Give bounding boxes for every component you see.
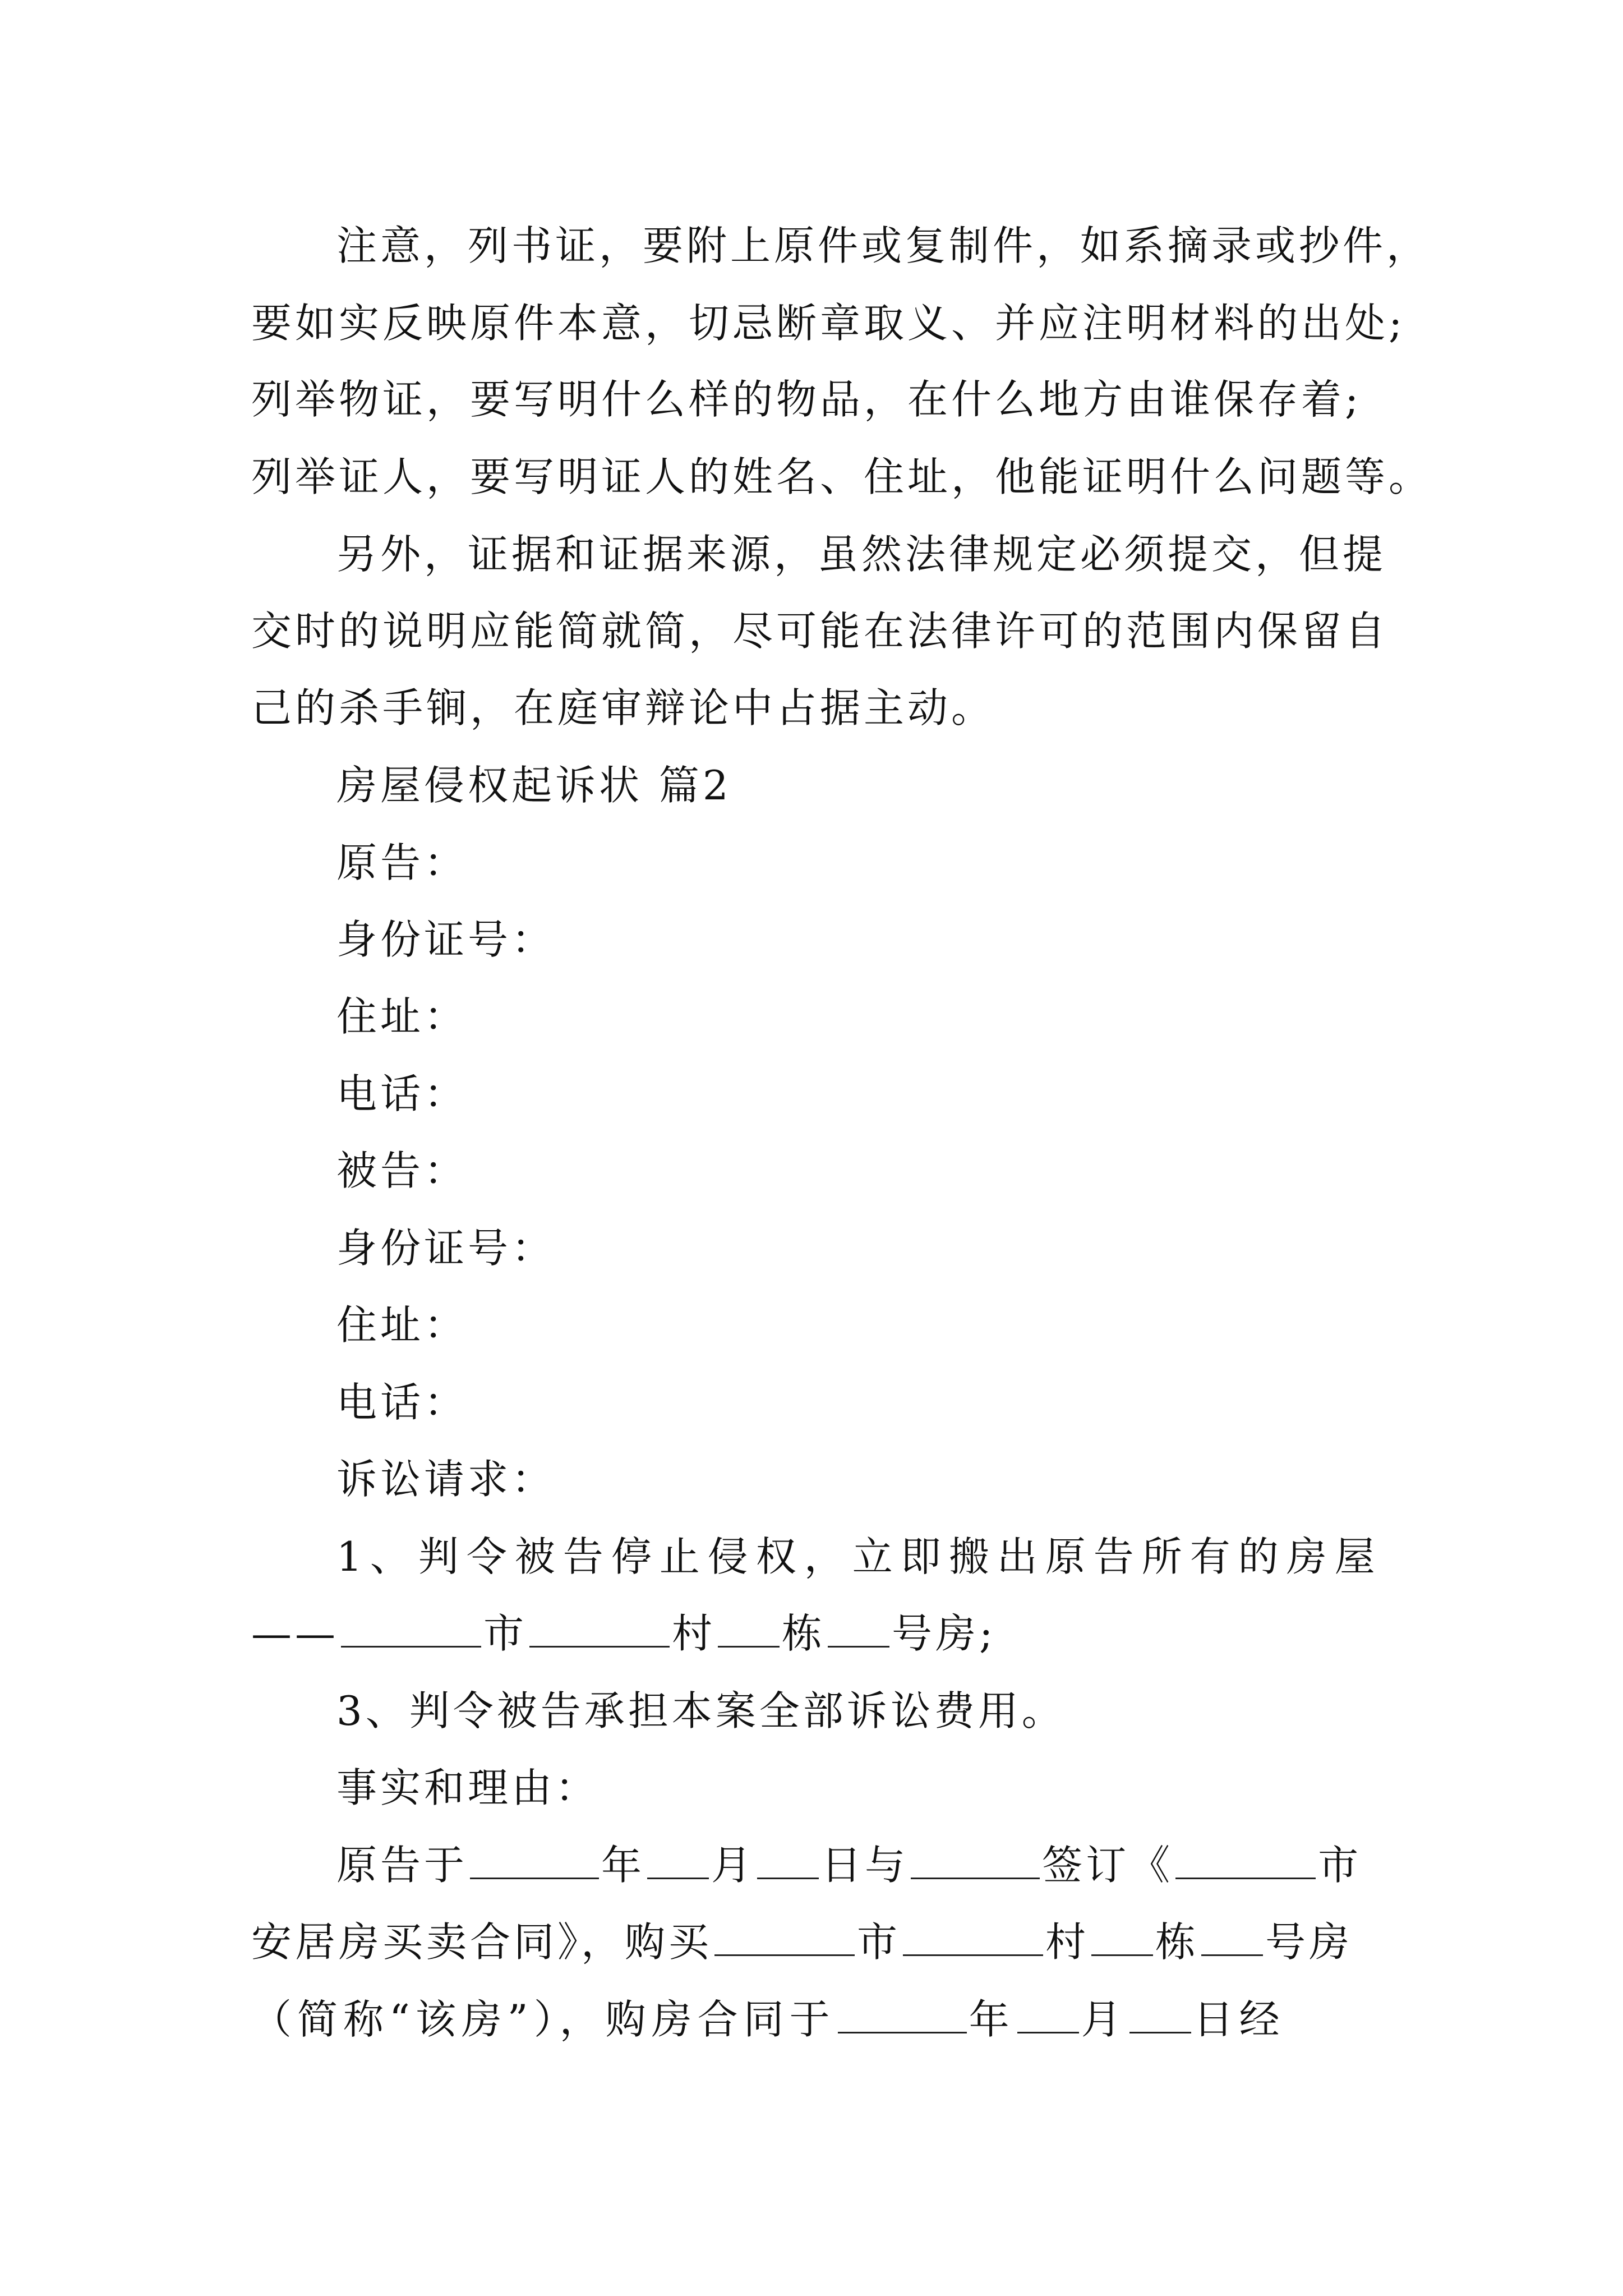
- claim-item-1-line-2: [251, 1605, 1378, 1662]
- city-label: 市: [483, 1610, 528, 1657]
- blank-field: [714, 1915, 855, 1956]
- building-label: 栋: [1155, 1918, 1200, 1966]
- facts-text: 签订《: [1042, 1842, 1174, 1889]
- paragraph-1-line-1: 注意，列书证，要附上原件或复制件，如系摘录或抄件，: [336, 222, 1431, 269]
- village-label: 村: [1045, 1918, 1090, 1966]
- blank-field: [718, 1607, 780, 1648]
- city-label: 市: [1318, 1842, 1362, 1889]
- blank-field: [903, 1915, 1043, 1956]
- claim-item-1-line-1: 1、判令被告停止侵权，立即搬出原告所有的房屋: [336, 1533, 1383, 1580]
- plaintiff-id-label: 身份证号：: [336, 916, 556, 963]
- paragraph-1-line-4: 列举证人，要写明证人的姓名、住址，他能证明什么问题等。: [251, 453, 1433, 500]
- blank-field: [529, 1607, 670, 1648]
- section-title: 房屋侵权起诉状 篇2: [336, 762, 732, 809]
- village-label: 村: [672, 1610, 716, 1657]
- defendant-address-label: 住址：: [336, 1301, 468, 1349]
- blank-field: [1091, 1915, 1153, 1956]
- plaintiff-address-label: 住址：: [336, 993, 468, 1040]
- room-label: 号房;: [892, 1610, 997, 1657]
- defendant-label: 被告：: [336, 1147, 468, 1194]
- building-label: 栋: [782, 1610, 826, 1657]
- plaintiff-phone-label: 电话：: [336, 1070, 468, 1117]
- claims-heading: 诉讼请求：: [336, 1456, 556, 1503]
- room-label: 号房: [1265, 1918, 1353, 1966]
- paragraph-2-line-3: 己的杀手锏，在庭审辩论中占据主动。: [251, 684, 995, 731]
- blank-field: [757, 1838, 819, 1879]
- paragraph-2-line-2: 交时的说明应能简就简，尽可能在法律许可的范围内保留自: [251, 608, 1389, 655]
- dash-prefix: ——: [251, 1610, 339, 1657]
- defendant-phone-label: 电话：: [336, 1379, 468, 1426]
- blank-field: [1175, 1838, 1316, 1879]
- city-label: 市: [857, 1918, 901, 1966]
- blank-field: [647, 1838, 709, 1879]
- paragraph-1-line-3: 列举物证，要写明什么样的物品，在什么地方由谁保存着;: [251, 376, 1362, 423]
- defendant-id-label: 身份证号：: [336, 1225, 556, 1272]
- blank-field: [838, 1993, 967, 2033]
- paragraph-1-line-2: 要如实反映原件本意，切忌断章取义、并应注明材料的出处;: [251, 300, 1406, 347]
- day-label: 日与: [821, 1842, 909, 1889]
- facts-text: 安居房买卖合同》，购买: [251, 1918, 713, 1966]
- facts-heading: 事实和理由：: [336, 1764, 600, 1811]
- blank-field: [341, 1607, 481, 1648]
- facts-line-3: [251, 1991, 1378, 2047]
- plaintiff-label: 原告：: [336, 839, 468, 886]
- month-label: 月: [1081, 1996, 1127, 2043]
- facts-line-2: [251, 1914, 1378, 1970]
- blank-field: [1201, 1915, 1263, 1956]
- month-label: 月: [711, 1842, 755, 1889]
- blank-field: [470, 1838, 599, 1879]
- year-label: 年: [601, 1842, 645, 1889]
- blank-field: [828, 1607, 889, 1648]
- blank-field: [1129, 1993, 1191, 2033]
- claim-item-3: 3、判令被告承担本案全部诉讼费用。: [336, 1687, 1066, 1734]
- day-label: 日经: [1193, 1996, 1285, 2043]
- paragraph-2-line-1: 另外，证据和证据来源，虽然法律规定必须提交，但提: [336, 531, 1387, 578]
- blank-field: [1017, 1993, 1079, 2033]
- year-label: 年: [969, 1996, 1015, 2043]
- facts-text: 原告于: [336, 1842, 468, 1889]
- blank-field: [911, 1838, 1040, 1879]
- facts-line-1: [336, 1837, 1464, 1893]
- facts-text: （简称“该房”），购房合同于: [251, 1996, 836, 2043]
